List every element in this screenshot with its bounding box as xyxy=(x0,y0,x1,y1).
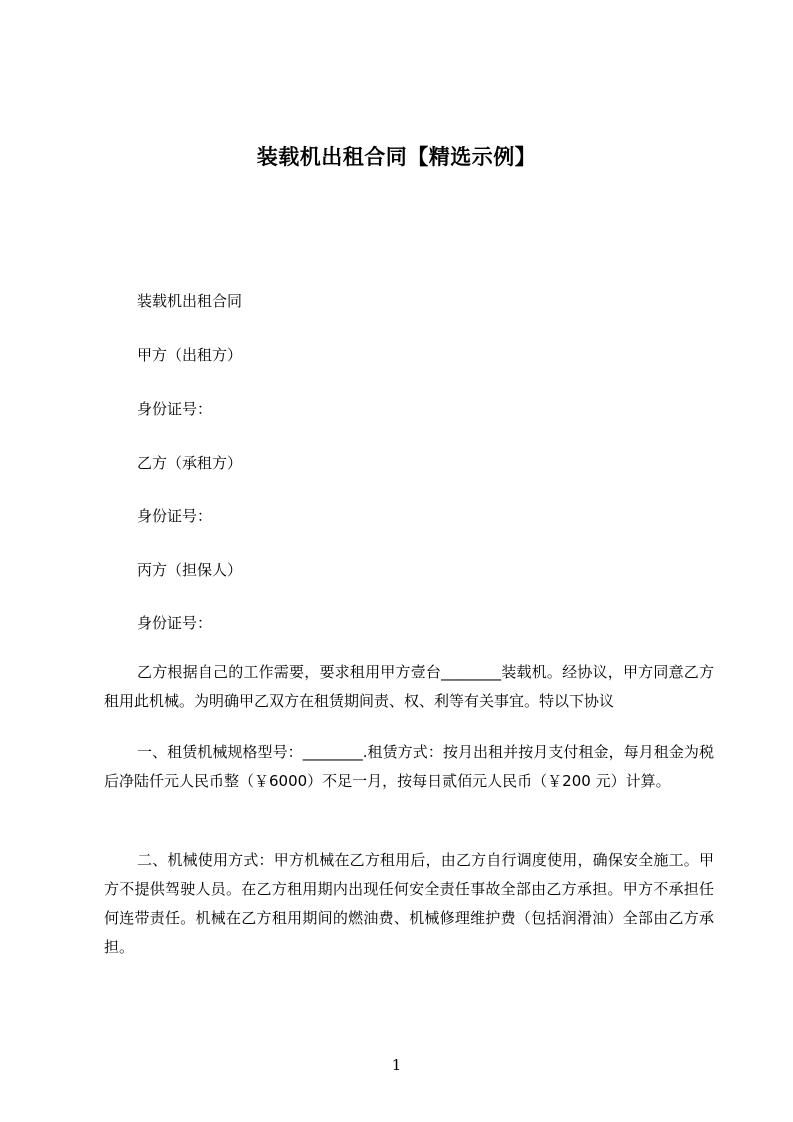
party-a-line: 甲方（出租方） xyxy=(137,346,243,364)
intro-paragraph: 乙方根据自己的工作需要，要求租用甲方壹台________装载机。经协议，甲方同意乙方租用此机械。为明确甲乙双方在租赁期间责、权、利等有关事宜。特以下协议 xyxy=(104,663,714,710)
page-number: 1 xyxy=(391,1056,402,1074)
party-c-id-line: 身份证号： xyxy=(137,614,213,632)
party-b-line: 乙方（承租方） xyxy=(137,454,243,472)
document-title: 装载机出租合同【精选示例】 xyxy=(256,145,537,169)
party-a-id-line: 身份证号： xyxy=(137,400,213,418)
clause-one-paragraph: 一、租赁机械规格型号：________.租赁方式：按月出租并按月支付租金，每月租金为税后净陆仟元人民币整（￥6000）不足一月，按每日贰佰元人民币（￥200 元）计算。 xyxy=(104,743,714,790)
contract-name-line: 装载机出租合同 xyxy=(137,292,243,310)
party-b-id-line: 身份证号： xyxy=(137,507,213,525)
clause-two-paragraph: 二、机械使用方式：甲方机械在乙方租用后，由乙方自行调度使用，确保安全施工。甲方不提供驾驶人员。在乙方租用期内出现任何安全责任事故全部由乙方承担。甲方不承担任何连带责任。机械在乙方租用期间的燃油费、机械修理维护费（包括润滑油）全部由乙方承担。 xyxy=(104,851,714,956)
party-c-line: 丙方（担保人） xyxy=(137,561,243,579)
